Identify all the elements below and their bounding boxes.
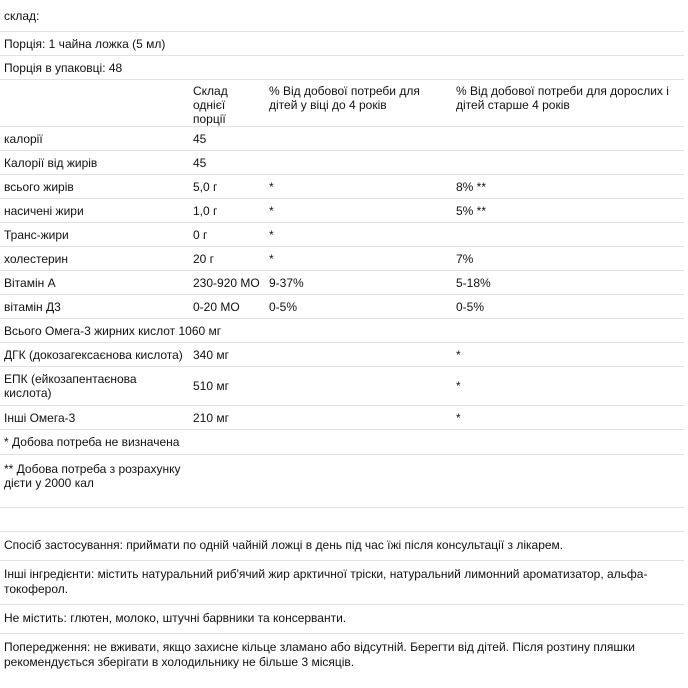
- free-from: Не містить: глютен, молоко, штучні барвники та консерванти.: [0, 604, 684, 633]
- nutrient-dv-children: 0-5%: [265, 295, 452, 319]
- table-row: [0, 271, 684, 295]
- nutrient-name: Транс-жири: [0, 223, 189, 247]
- nutrient-dv-adults: [452, 151, 684, 175]
- footnote-daily-value-basis: ** Добова потреба з розрахунку дієти у 2000 кал: [0, 455, 189, 508]
- nutrient-amount: 45: [189, 151, 265, 175]
- nutrient-amount: 210 мг: [189, 406, 265, 430]
- table-row: [0, 199, 684, 223]
- nutrient-dv-adults: 8% **: [452, 175, 684, 199]
- nutrient-dv-adults: 7%: [452, 247, 684, 271]
- header-dv-children: % Від добової потреби для дітей у віці до 4 років: [265, 80, 452, 127]
- nutrient-dv-children: [265, 151, 452, 175]
- nutrient-amount: 5,0 г: [189, 175, 265, 199]
- nutrient-amount: 340 мг: [189, 343, 265, 367]
- table-row: [0, 175, 684, 199]
- nutrient-amount: 0 г: [189, 223, 265, 247]
- nutrient-dv-adults: *: [452, 367, 684, 406]
- nutrient-name: калорії: [0, 127, 189, 151]
- servings-per-container-row: [0, 56, 684, 80]
- nutrient-name: насичені жири: [0, 199, 189, 223]
- nutrient-amount: 0-20 МО: [189, 295, 265, 319]
- nutrient-dv-children: [265, 127, 452, 151]
- product-info: [0, 531, 684, 677]
- nutrient-dv-children: *: [265, 247, 452, 271]
- nutrient-name: всього жирів: [0, 175, 189, 199]
- nutrient-name: ДГК (докозагексаєнова кислота): [0, 343, 189, 367]
- nutrient-dv-adults: *: [452, 406, 684, 430]
- header-empty: [0, 80, 189, 127]
- nutrient-dv-adults: 5% **: [452, 199, 684, 223]
- table-row: [0, 406, 684, 430]
- footnote-row: [0, 455, 684, 508]
- nutrient-amount: 20 г: [189, 247, 265, 271]
- nutrient-dv-children: [265, 343, 452, 367]
- nutrient-dv-children: *: [265, 223, 452, 247]
- nutrient-dv-adults: 0-5%: [452, 295, 684, 319]
- nutrient-name: ЕПК (ейкозапентаєнова кислота): [0, 367, 189, 406]
- footnote-row: [0, 430, 684, 455]
- table-row: [0, 295, 684, 319]
- table-row: [0, 247, 684, 271]
- nutrient-dv-children: [265, 367, 452, 406]
- nutrient-dv-children: *: [265, 199, 452, 223]
- nutrition-table: [0, 31, 684, 508]
- table-row: [0, 223, 684, 247]
- nutrient-amount: 45: [189, 127, 265, 151]
- nutrient-dv-adults: 5-18%: [452, 271, 684, 295]
- nutrient-name: Інші Омега-3: [0, 406, 189, 430]
- nutrient-amount: 510 мг: [189, 367, 265, 406]
- servings-per-container: Порція в упаковці: 48: [0, 56, 684, 80]
- header-dv-adults: % Від добової потреби для дорослих і дітей старше 4 років: [452, 80, 684, 127]
- table-row: [0, 343, 684, 367]
- nutrient-dv-children: [265, 406, 452, 430]
- footnote-empty: [189, 455, 684, 508]
- nutrient-name: вітамін Д3: [0, 295, 189, 319]
- header-per-serving: Склад однієї порції: [189, 80, 265, 127]
- nutrient-dv-children: 9-37%: [265, 271, 452, 295]
- serving-size-row: [0, 32, 684, 56]
- table-header-row: [0, 80, 684, 127]
- other-ingredients: Інші інгредієнти: містить натуральний риб'ячий жир арктичної тріски, натуральний лимонний ароматизатор, альфа-токоферол.: [0, 560, 684, 604]
- nutrient-amount: 230-920 МО: [189, 271, 265, 295]
- omega-total-row: [0, 319, 684, 343]
- nutrient-dv-children: *: [265, 175, 452, 199]
- warning: Попередження: не вживати, якщо захисне кільце зламано або відсутній. Берегти від дітей. Після розтину пляшки рекомендується зберігати в холодильнику не більше 3 місяців.: [0, 633, 684, 677]
- nutrient-dv-adults: [452, 127, 684, 151]
- label-title: склад:: [4, 9, 40, 23]
- usage-directions: Спосіб застосування: приймати по одній чайній ложці в день під час їжі після консультації з лікарем.: [0, 531, 684, 560]
- footnote-not-established: * Добова потреба не визначена: [0, 430, 684, 455]
- serving-size: Порція: 1 чайна ложка (5 мл): [0, 32, 684, 56]
- nutrient-dv-adults: [452, 223, 684, 247]
- table-row: [0, 151, 684, 175]
- nutrient-name: холестерин: [0, 247, 189, 271]
- table-row: [0, 127, 684, 151]
- table-row: [0, 367, 684, 406]
- omega-total: Всього Омега-3 жирних кислот 1060 мг: [0, 319, 684, 343]
- nutrient-name: Вітамін А: [0, 271, 189, 295]
- nutrient-name: Калорії від жирів: [0, 151, 189, 175]
- nutrient-amount: 1,0 г: [189, 199, 265, 223]
- nutrient-dv-adults: *: [452, 343, 684, 367]
